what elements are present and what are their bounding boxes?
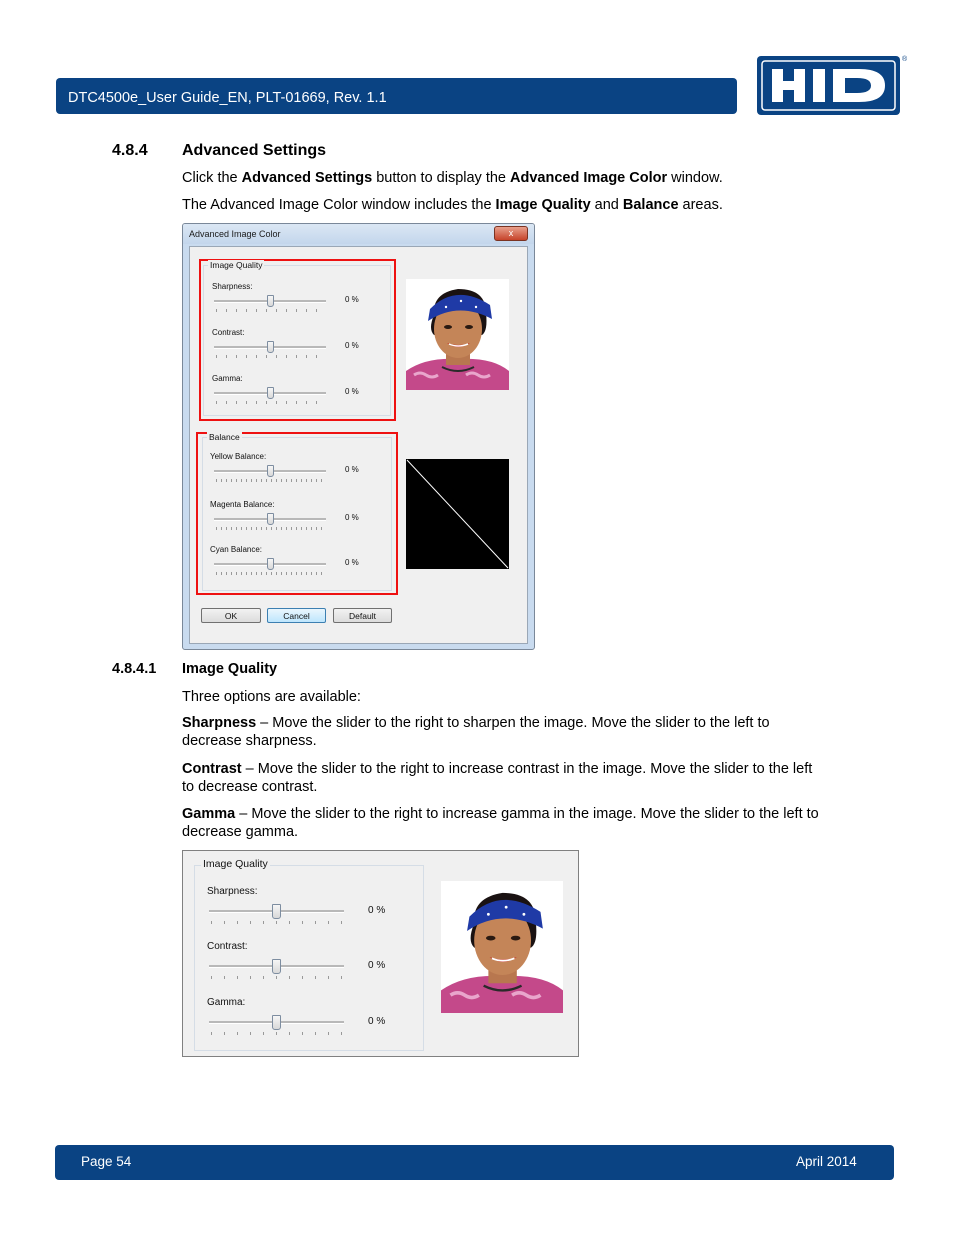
slider-label: Cyan Balance:: [210, 545, 263, 554]
diagonal-curve-graphic: [406, 459, 509, 569]
document-title: DTC4500e_User Guide_EN, PLT-01669, Rev. 1.1: [68, 90, 387, 106]
footer-bar: [55, 1145, 894, 1180]
slider-thumb[interactable]: [272, 959, 281, 974]
intro-paragraph-1: Click the Advanced Settings button to display the Advanced Image Color window.: [182, 170, 723, 186]
intro-paragraph-2: The Advanced Image Color window includes the Image Quality and Balance areas.: [182, 197, 723, 213]
slider-value: 0 %: [345, 295, 359, 304]
footer-date: April 2014: [796, 1154, 857, 1169]
gamma-description: Gamma – Move the slider to the right to increase gamma in the image. Move the slider to the left to decrease gamma.: [182, 806, 819, 840]
slider-label: Sharpness:: [212, 282, 253, 291]
slider-value: 0 %: [345, 465, 359, 474]
slider-ticks: [211, 976, 344, 979]
slider-label: Contrast:: [207, 941, 248, 952]
slider-label: Gamma:: [207, 997, 246, 1008]
subsection-number: 4.8.4.1: [112, 661, 157, 677]
slider-ticks: [211, 1032, 344, 1035]
slider-ticks: [216, 479, 326, 482]
slider-ticks: [216, 355, 326, 358]
slider-thumb[interactable]: [267, 341, 274, 353]
slider-label: Yellow Balance:: [210, 452, 267, 461]
balance-curve-preview: [406, 459, 509, 569]
page-number: Page 54: [81, 1154, 132, 1169]
sharpness-description: Sharpness – Move the slider to the right to sharpen the image. Move the slider to the left to decrease sharpness.: [182, 715, 770, 749]
default-button[interactable]: Default: [333, 608, 392, 623]
slider-label: Magenta Balance:: [210, 500, 275, 509]
image-quality-label-2: Image Quality: [203, 858, 268, 870]
slider-value: 0 %: [345, 341, 359, 350]
options-intro: Three options are available:: [182, 689, 361, 705]
slider-value: 0 %: [368, 905, 386, 916]
slider-thumb[interactable]: [267, 558, 274, 570]
slider-thumb[interactable]: [272, 904, 281, 919]
contrast-description: Contrast – Move the slider to the right to increase contrast in the image. Move the slider to the left to decrease contrast.: [182, 761, 813, 795]
slider-ticks: [216, 527, 326, 530]
subsection-title: Image Quality: [182, 661, 278, 677]
slider-value: 0 %: [368, 1016, 386, 1027]
slider-label: Sharpness:: [207, 886, 258, 897]
slider-ticks: [216, 309, 326, 312]
image-quality-panel-screenshot: [182, 850, 579, 1057]
slider-ticks: [216, 572, 326, 575]
slider-label: Gamma:: [212, 374, 243, 383]
portrait-illustration-2: [441, 881, 563, 1013]
slider-thumb[interactable]: [267, 513, 274, 525]
section-title: Advanced Settings: [182, 142, 327, 159]
window-title: Advanced Image Color: [189, 229, 281, 239]
advanced-image-color-window: [182, 223, 535, 650]
ok-button[interactable]: OK: [201, 608, 261, 623]
window-client-area: [189, 246, 528, 644]
hid-logo-mark: [757, 56, 900, 115]
section-number: 4.8.4: [112, 142, 148, 159]
slider-thumb[interactable]: [267, 295, 274, 307]
slider-thumb[interactable]: [267, 387, 274, 399]
portrait-illustration: [406, 279, 509, 390]
balance-label: Balance: [209, 432, 240, 442]
slider-value: 0 %: [345, 558, 359, 567]
registered-mark: ®: [902, 56, 908, 63]
slider-ticks: [211, 921, 344, 924]
close-button[interactable]: x: [494, 226, 528, 241]
image-quality-label: Image Quality: [210, 260, 263, 270]
hid-logo: [757, 56, 900, 115]
slider-value: 0 %: [345, 513, 359, 522]
slider-thumb[interactable]: [272, 1015, 281, 1030]
slider-thumb[interactable]: [267, 465, 274, 477]
portrait-preview-image-2: [441, 881, 563, 1013]
portrait-preview-image: [406, 279, 509, 390]
slider-ticks: [216, 401, 326, 404]
window-titlebar: [183, 224, 534, 244]
slider-value: 0 %: [345, 387, 359, 396]
slider-value: 0 %: [368, 960, 386, 971]
cancel-button[interactable]: Cancel: [267, 608, 326, 623]
slider-label: Contrast:: [212, 328, 245, 337]
